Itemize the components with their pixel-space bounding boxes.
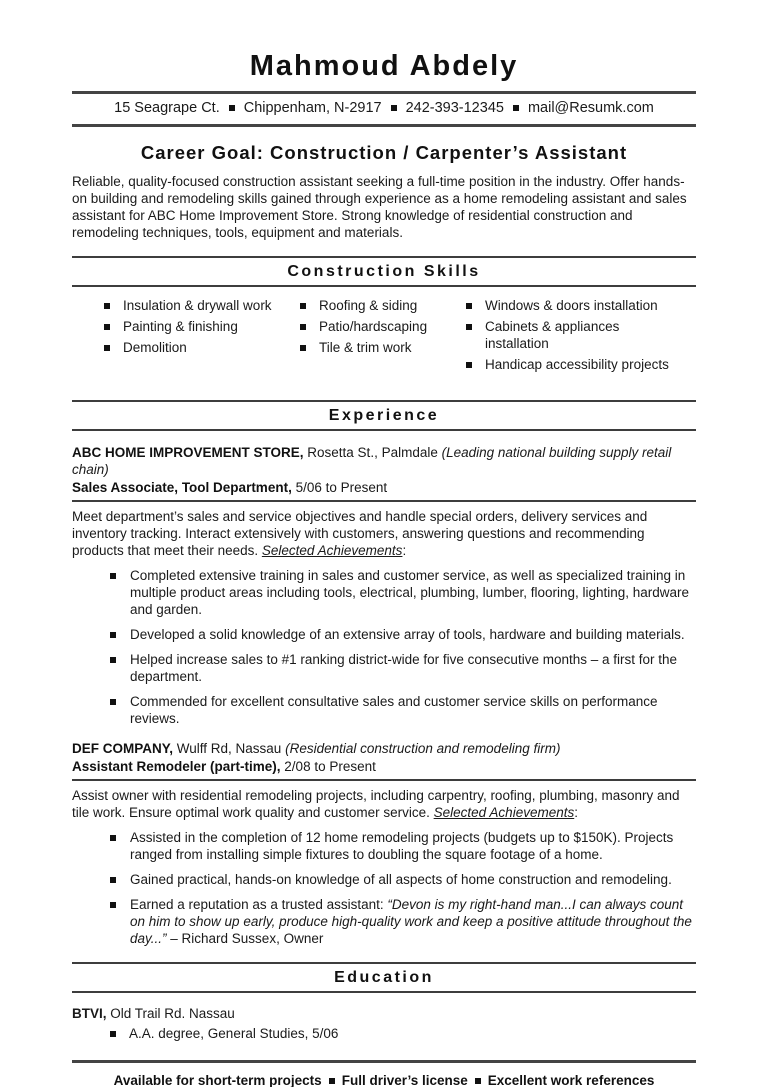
education-school: BTVI, [72, 1006, 107, 1021]
skills-column-1 [104, 297, 300, 377]
contact-city: Chippenham, N-2917 [243, 100, 382, 116]
job1-achievement-list [72, 567, 696, 727]
section-header-skills [72, 256, 696, 287]
achievement-item [72, 567, 696, 618]
bullet-square-icon [104, 324, 110, 330]
skill-label: Roofing & siding [319, 298, 418, 313]
achievement-text: Assisted in the completion of 12 home remodeling projects (budgets up to $150K). Projects ranged from installing simple fixtures to doubling the square footage of a home. [130, 830, 674, 862]
footer-item: Available for short-term projects [113, 1073, 322, 1087]
bullet-square-icon [104, 345, 110, 351]
bullet-square-icon [110, 877, 116, 883]
job1-divider [72, 500, 696, 502]
job1-location: Rosetta St., Palmdale [303, 445, 442, 460]
job2-divider [72, 779, 696, 781]
achievement-text [130, 896, 696, 947]
bullet-square-icon [110, 835, 116, 841]
education-school-line [72, 1005, 696, 1022]
job2-summary [72, 787, 696, 821]
job1-title-line [72, 479, 696, 496]
bullet-square-icon [466, 324, 472, 330]
square-separator-icon [513, 105, 519, 111]
bullet-square-icon [300, 324, 306, 330]
footer-item: Excellent work references [487, 1073, 655, 1087]
bullet-square-icon [110, 902, 116, 908]
contact-email: mail@Resumk.com [527, 100, 654, 116]
job1-achievements-colon: : [402, 543, 407, 558]
bullet-square-icon [110, 1031, 116, 1037]
job1-title: Sales Associate, Tool Department, [72, 480, 292, 495]
job1-achievements-label: Selected Achievements [261, 543, 403, 558]
achievement-text: Developed a solid knowledge of an extensive array of tools, hardware and building materials. [130, 627, 685, 642]
footer-item: Full driver’s license [341, 1073, 468, 1087]
skill-label: Handicap accessibility projects [485, 357, 669, 372]
education-list [72, 1025, 696, 1042]
square-separator-icon [329, 1078, 335, 1084]
skill-item [466, 318, 686, 352]
square-separator-icon [391, 105, 397, 111]
education-degree: A.A. degree, General Studies, 5/06 [129, 1026, 339, 1041]
skill-item [300, 318, 466, 335]
job2-summary-text: Assist owner with residential remodeling projects, including carpentry, roofing, plumbing, masonry and tile work. Ensure optimal work quality and customer service. [72, 788, 680, 820]
achievement-item [72, 651, 696, 685]
achievement-text: Helped increase sales to #1 ranking district-wide for five consecutive months – a first for the department. [130, 652, 678, 684]
education-heading: Education [334, 969, 434, 986]
skill-item [104, 339, 300, 356]
job2-descriptor: (Residential construction and remodeling firm) [285, 741, 561, 756]
skill-label: Painting & finishing [123, 319, 238, 334]
job2-title: Assistant Remodeler (part-time), [72, 759, 281, 774]
skill-label: Insulation & drywall work [123, 298, 272, 313]
experience-heading: Experience [328, 407, 440, 424]
bullet-square-icon [104, 303, 110, 309]
square-separator-icon [229, 105, 235, 111]
skill-item [466, 297, 686, 314]
job2-dates: 2/08 to Present [280, 759, 376, 774]
job2-location: Wulff Rd, Nassau [173, 741, 286, 756]
section-header-education [72, 962, 696, 993]
bullet-square-icon [110, 657, 116, 663]
bullet-square-icon [466, 303, 472, 309]
achievement-text: Gained practical, hands-on knowledge of all aspects of home construction and remodeling. [130, 872, 672, 887]
skills-column-2 [300, 297, 466, 377]
square-separator-icon [475, 1078, 481, 1084]
achievement-item [72, 829, 696, 863]
header-divider-bottom [72, 124, 696, 127]
job1-descriptor: (Leading national building supply retail chain) [72, 445, 672, 477]
skill-item [300, 297, 466, 314]
skill-item [300, 339, 466, 356]
job2-company: DEF COMPANY, [72, 741, 174, 756]
bullet-square-icon [110, 632, 116, 638]
skills-column-3 [466, 297, 686, 377]
bullet-square-icon [300, 303, 306, 309]
person-name: Mahmoud Abdely [249, 50, 519, 82]
job2-achievement-list [72, 829, 696, 947]
job1-dates: 5/06 to Present [291, 480, 388, 495]
bullet-square-icon [466, 362, 472, 368]
career-goal-heading: Career Goal: Construction / Carpenter’s Assistant [140, 142, 628, 163]
achievement-text: Completed extensive training in sales and customer service, as well as specialized training in multiple product areas including tools, electrical, plumbing, lumber, flooring, lighting, hardware and garden. [130, 568, 690, 617]
job2-achievements-label: Selected Achievements [433, 805, 575, 820]
education-item [72, 1025, 696, 1042]
skill-label: Cabinets & appliances installation [485, 319, 620, 351]
contact-address: 15 Seagrape Ct. [114, 100, 220, 116]
job2-title-line [72, 758, 696, 775]
skill-label: Tile & trim work [319, 340, 412, 355]
skill-item [104, 297, 300, 314]
job1-company: ABC HOME IMPROVEMENT STORE, [72, 445, 304, 460]
section-header-experience [72, 400, 696, 431]
quote-text: “Devon is my right-hand man...I can always count on him to show up early, produce high-quality work and keep a positive attitude throughout the day...” [130, 897, 692, 946]
achievement-text: Commended for excellent consultative sales and customer service skills on performance reviews. [130, 694, 658, 726]
achievement-item [72, 626, 696, 643]
job1-company-line [72, 444, 696, 478]
achievement-item-quote [72, 896, 696, 947]
job1-summary [72, 508, 696, 559]
skill-item [104, 318, 300, 335]
quote-attribution: – Richard Sussex, Owner [170, 931, 324, 946]
bullet-square-icon [110, 573, 116, 579]
skill-label: Patio/hardscaping [319, 319, 428, 334]
contact-phone: 242-393-12345 [405, 100, 504, 116]
career-goal-summary: Reliable, quality-focused construction assistant seeking a full-time position in the industry. Offer hands-on building and remodeling skills gained through experience as a home remodeling assistant and sales assistant for ABC Home Improvement Store. Strong knowledge of residential construction and remodeling techniques, tools, equipment and materials. [72, 174, 687, 240]
skill-item [466, 356, 686, 373]
skill-label: Demolition [123, 340, 187, 355]
job2-achievements-colon: : [574, 805, 578, 820]
education-school-location: Old Trail Rd. Nassau [106, 1006, 235, 1021]
achievement-item [72, 871, 696, 888]
contact-line [72, 94, 696, 124]
footer-line [72, 1063, 696, 1087]
skill-label: Windows & doors installation [485, 298, 658, 313]
bullet-square-icon [110, 699, 116, 705]
quote-lead: Earned a reputation as a trusted assistant: [130, 897, 388, 912]
job1-summary-text: Meet department’s sales and service objectives and handle special orders, delivery services and inventory tracking. Interact extensively with customers, answering questions and recommending products that meet their needs. [72, 509, 648, 558]
achievement-item [72, 693, 696, 727]
job2-company-line [72, 740, 696, 757]
bullet-square-icon [300, 345, 306, 351]
skills-grid [72, 287, 696, 385]
skills-heading: Construction Skills [287, 263, 481, 280]
